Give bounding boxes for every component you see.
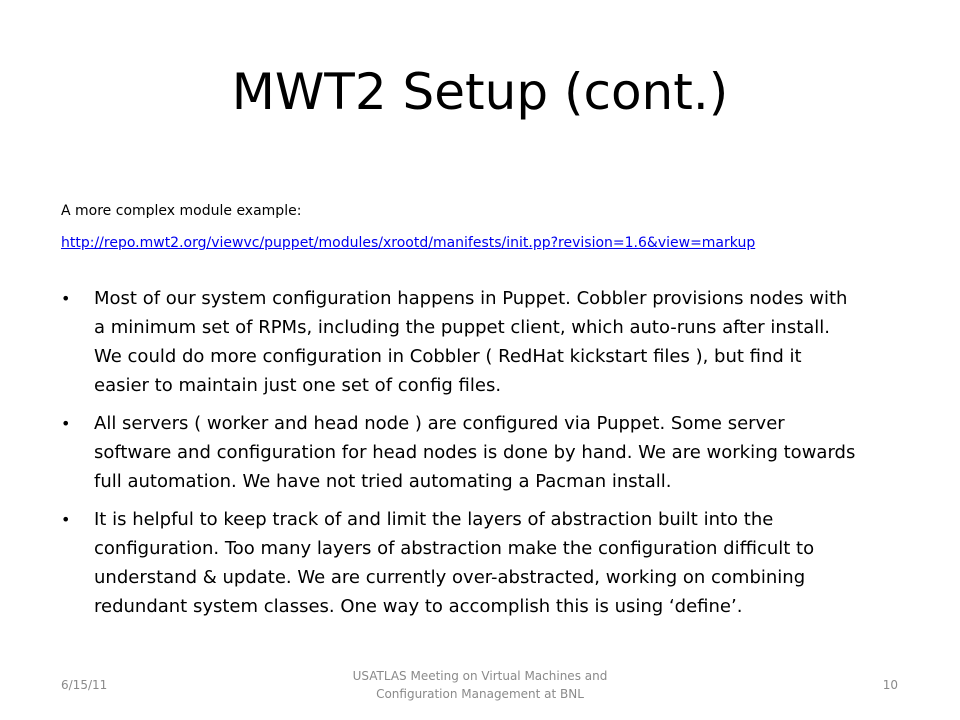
bullet-list <box>61 284 861 630</box>
footer-date: 6/15/11 <box>61 678 108 692</box>
footer-page-number: 10 <box>882 678 898 692</box>
bullet-marker: • <box>61 414 71 433</box>
bullet-text: It is helpful to keep track of and limit the layers of abstraction built into the configuration. Too many layers of abstraction make the configuration difficult to understand & update. We are currently over-abstracted, working on combining redundant system classes. One way to accomplish this is using ‘define’. <box>94 509 815 617</box>
bullet-text: Most of our system configuration happens in Puppet. Cobbler provisions nodes with a minimum set of RPMs, including the puppet client, which auto-runs after install. We could do more configuration in Cobbler ( RedHat kickstart files ), but find it easier to maintain just one set of config files. <box>94 288 848 396</box>
bullet-text: All servers ( worker and head node ) are configured via Puppet. Some server software and configuration for head nodes is done by hand. We are working towards full automation. We have not tried automating a Pacman install. <box>94 413 856 492</box>
slide-title: MWT2 Setup (cont.) <box>231 63 729 121</box>
footer-event-line-1: USATLAS Meeting on Virtual Machines and <box>352 669 608 683</box>
footer-event-line-2: Configuration Management at BNL <box>376 687 584 701</box>
bullet-marker: • <box>61 510 71 529</box>
bullet-item <box>61 505 861 621</box>
module-example-link[interactable]: http://repo.mwt2.org/viewvc/puppet/modules/xrootd/manifests/init.pp?revision=1.6&view=markup <box>61 235 756 251</box>
bullet-marker: • <box>61 289 71 308</box>
intro-text: A more complex module example: <box>61 203 302 219</box>
footer-event <box>330 667 630 703</box>
bullet-item <box>61 409 861 496</box>
bullet-item <box>61 284 861 400</box>
